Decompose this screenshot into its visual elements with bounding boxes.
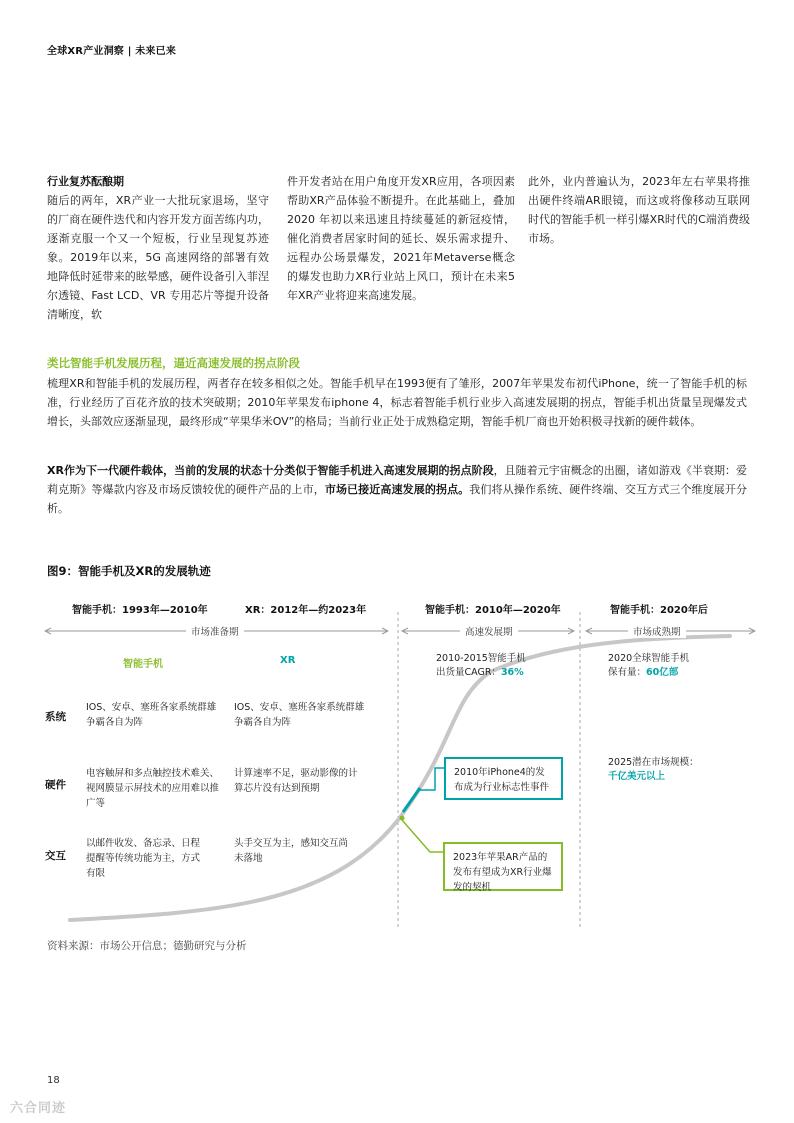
- cell-hardware-xr: 计算速率不足，驱动影像的计算芯片没有达到预期: [234, 768, 358, 794]
- watermark: 六合同迹: [10, 1101, 67, 1116]
- period-smartphone-mature: 智能手机：2020年后: [610, 605, 708, 616]
- potential-value: 千亿美元以上: [608, 771, 666, 782]
- col-head-xr: XR: [280, 655, 296, 666]
- mature-note-line-2: 保有量：: [608, 667, 647, 678]
- cell-system-smartphone: IOS、安卓、塞班各家系统群雄争霸各自为阵: [86, 702, 217, 728]
- callout-apple-ar: 2023年苹果AR产品的发布有望成为XR行业爆发的契机: [443, 842, 563, 891]
- potential-note: [608, 756, 699, 784]
- potential-label: 2025潜在市场规模：: [608, 757, 699, 768]
- period-smartphone-growth: 智能手机：2010年—2020年: [425, 605, 561, 616]
- stage-rapid-growth: 高速发展期: [460, 624, 518, 638]
- para2-text-1: ，且随着元宇宙概念的出圈，诸如游戏《半衰期：爱莉克斯》等爆款内容及市场反馈较优的硬件产品的上市，: [47, 464, 747, 496]
- col-head-smartphone: 智能手机: [123, 659, 163, 670]
- cell-interaction-xr: 头手交互为主，感知交互尚未落地: [234, 838, 349, 864]
- figure-title: 图9：智能手机及XR的发展轨迹: [47, 564, 211, 578]
- row-label-hardware: 硬件: [45, 779, 66, 791]
- callout-iphone4: 2010年iPhone4的发布成为行业标志性事件: [444, 757, 563, 800]
- intro-text-1: 随后的两年，XR产业一大批玩家退场，坚守的厂商在硬件迭代和内容开发方面苦练内功，逐渐克服一个又一个短板，行业呈现复苏迹象。2019年以来，5G 高速网络的部署有效地降低时延带来的眩晕感，硬件设备引入菲涅尔透镜、Fast LCD、VR 专用芯片等提升设备清晰度，软: [47, 194, 269, 321]
- row-label-interaction: 交互: [45, 850, 66, 862]
- page-number: 18: [47, 1075, 60, 1086]
- growth-cagr-value: 36%: [500, 667, 524, 678]
- mature-note-line-1: 2020全球智能手机: [608, 653, 690, 664]
- section-paragraph-1: 梳理XR和智能手机的发展历程，两者存在较多相似之处。智能手机早在1993便有了雏形，2007年苹果发布初代iPhone，统一了智能手机的标准，行业经历了百花齐放的技术突破期；2010年苹果发布iphone 4，标志着智能手机行业步入高速发展期的拐点，智能手机出货量呈现爆发式增长，头部效应逐渐显现，最终形成“苹果华米OV”的格局；当前行业正处于成熟稳定期，智能手机厂商也开始积极寻找新的硬件载体。: [47, 377, 747, 428]
- inflection-point: [400, 816, 405, 821]
- section-heading: 类比智能手机发展历程，逼近高速发展的拐点阶段: [47, 356, 300, 370]
- page-header: 全球XR产业洞察 | 未来已来: [47, 46, 177, 57]
- cell-interaction-smartphone: 以邮件收发、备忘录、日程提醒等传统功能为主，方式有限: [86, 838, 201, 879]
- cell-hardware-smartphone: 电容触屏和多点触控技术难关、视网膜显示屏技术的应用难以推广等: [86, 768, 220, 809]
- intro-text-2: 件开发者站在用户角度开发XR应用，各项因素帮助XR产品体验不断提升。在此基础上，叠加 2020 年初以来迅速且持续蔓延的新冠疫情，催化消费者居家时间的延长、娱乐需求提升、远程办公场景爆发，2021年Metaverse概念的爆发也助力XR行业站上风口，预计在未来5年XR产业将迎来高速发展。: [287, 175, 515, 302]
- para2-bold-1: XR作为下一代硬件载体，当前的发展的状态十分类似于智能手机进入高速发展期的拐点阶段: [47, 464, 494, 477]
- callout-ar-connector: [402, 820, 444, 852]
- para2-text-2: 我们将从操作系统、硬件终端、交互方式三个维度展开分析。: [47, 483, 748, 515]
- para2-bold-2: 市场已接近高速发展的拐点。: [324, 483, 470, 496]
- period-xr: XR：2012年—约2023年: [245, 605, 367, 616]
- period-smartphone-early: 智能手机：1993年—2010年: [72, 605, 208, 616]
- growth-note-line-2: 出货量CAGR：: [436, 667, 501, 678]
- cell-system-xr: IOS、安卓、塞班各家系统群雄争霸各自为阵: [234, 702, 365, 728]
- growth-note-line-1: 2010-2015智能手机: [436, 653, 526, 664]
- source-note: 资料来源：市场公开信息；德勤研究与分析: [47, 940, 247, 952]
- growth-note: [436, 652, 526, 680]
- mature-note: [608, 652, 689, 680]
- installed-base-value: 60亿部: [646, 667, 679, 678]
- stage-maturity: 市场成熟期: [628, 624, 686, 638]
- intro-text-3: 此外，业内普遍认为，2023年左右苹果将推出硬件终端AR眼镜，而这或将像移动互联网时代的智能手机一样引爆XR时代的C端消费级市场。: [528, 175, 750, 245]
- inflection-segment: [403, 788, 420, 812]
- row-label-system: 系统: [45, 711, 66, 723]
- intro-subhead: 行业复苏酝酿期: [47, 175, 124, 188]
- stage-market-prep: 市场准备期: [186, 624, 244, 638]
